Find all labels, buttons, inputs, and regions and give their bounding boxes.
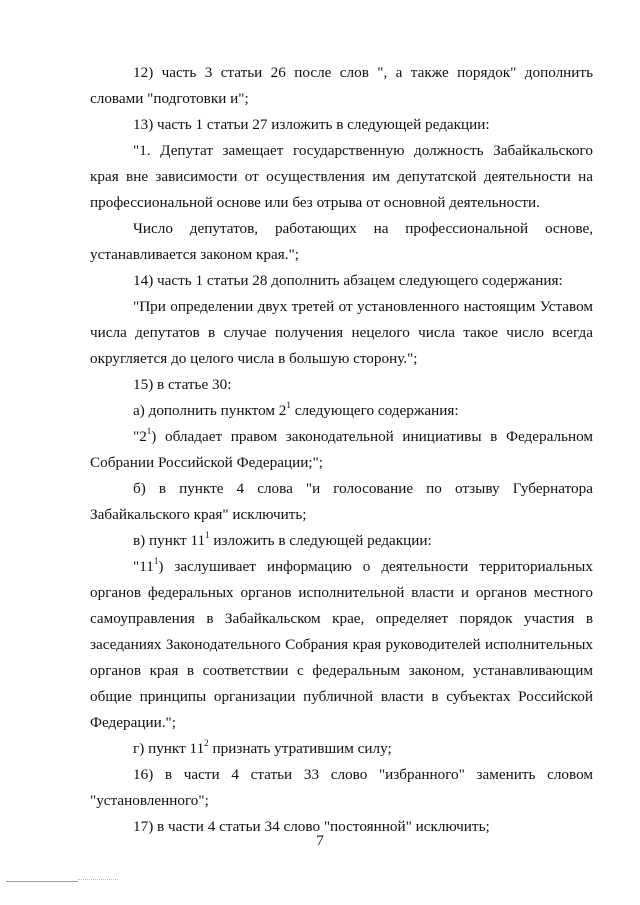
paragraph-sub-v-after: изложить в следующей редакции: xyxy=(209,532,432,549)
paragraph-item-12: 12) часть 3 статьи 26 после слов ", а также порядок" дополнить словами "подготовки и"; xyxy=(90,64,593,107)
paragraph-sub-v-before: в) пункт 11 xyxy=(133,532,206,549)
superscript: 1 xyxy=(286,399,291,410)
paragraph-quote-11-1-before: "11 xyxy=(133,558,154,575)
paragraph-quote-11-1-after: ) заслушивает информацию о деятельности территориальных органов федеральных органов исполнительной власти и органов местного самоуправления в Забайкальском крае, определяет порядок участия в заседаниях Законодательного Собрания края руководителей исполнительных органов края в соответствии с федеральным законом, устанавливающим общие принципы организации публичной власти в субъектах Российской Федерации."; xyxy=(90,558,593,731)
paragraph-item-16: 16) в части 4 статьи 33 слово "избранного" заменить словом "установленного"; xyxy=(90,766,593,809)
paragraph-item-17: 17) в части 4 статьи 34 слово "постоянной" исключить; xyxy=(133,818,490,835)
paragraph-quote-11-1 xyxy=(90,554,593,736)
paragraph-item-15: 15) в статье 30: xyxy=(133,376,232,393)
superscript: 2 xyxy=(204,737,209,748)
paragraph-sub-v xyxy=(90,528,593,554)
paragraph-sub-a-text: а) дополнить пунктом 2 xyxy=(133,402,287,419)
paragraph-sub-a xyxy=(90,398,593,424)
paragraph-deputy-count: Число депутатов, работающих на профессиональной основе, устанавливается законом края."; xyxy=(90,220,593,263)
scan-artifact-line xyxy=(6,881,78,882)
paragraph-quote-two-thirds: "При определении двух третей от установленного настоящим Уставом числа депутатов в случае получения нецелого числа такое число всегда округляется до целого числа в большую сторону."; xyxy=(90,298,593,367)
paragraph-quote-2-1 xyxy=(90,424,593,476)
paragraph-item-13: 13) часть 1 статьи 27 изложить в следующей редакции: xyxy=(133,116,490,133)
paragraph-sub-a-after: следующего содержания: xyxy=(290,402,459,419)
paragraph-quote-2-1-before: "2 xyxy=(133,428,147,445)
paragraph-sub-g-after: признать утратившим силу; xyxy=(208,740,392,757)
paragraph-quote-2-1-after: ) обладает правом законодательной инициативы в Федеральном Собрании Российской Федерации;"; xyxy=(90,428,593,471)
superscript: 1 xyxy=(153,555,159,566)
paragraph-quote-deputy: "1. Депутат замещает государственную должность Забайкальского края вне зависимости от осуществления им депутатской деятельности на профессиональной основе или без отрыва от основной деятельности. xyxy=(90,142,593,211)
paragraph-item-14: 14) часть 1 статьи 28 дополнить абзацем следующего содержания: xyxy=(133,272,563,289)
superscript: 1 xyxy=(146,425,152,436)
paragraph-sub-g-before: г) пункт 11 xyxy=(133,740,205,757)
page-number: 7 xyxy=(316,833,324,849)
paragraph-sub-b: б) в пункте 4 слова "и голосование по отзыву Губернатора Забайкальского края" исключить; xyxy=(90,480,593,523)
document-body xyxy=(90,60,593,840)
paragraph-sub-g xyxy=(90,736,593,762)
scan-artifact-dots xyxy=(78,879,118,884)
superscript: 1 xyxy=(205,529,210,540)
